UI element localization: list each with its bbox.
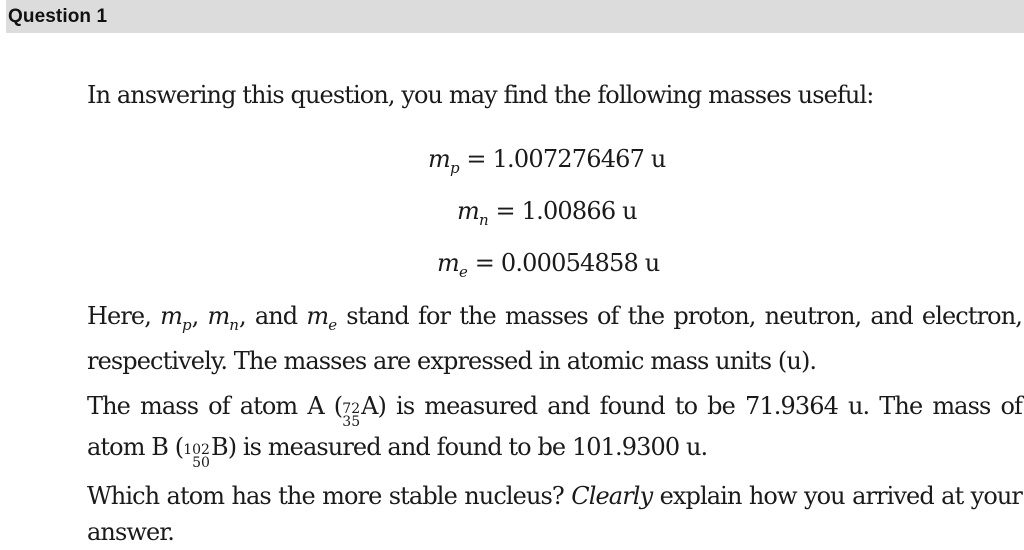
proton-mass-subscript: p — [449, 159, 460, 177]
mn-symbol: m — [207, 302, 230, 330]
proton-mass-symbol: m — [428, 145, 450, 173]
electron-mass-subscript: e — [458, 263, 468, 281]
atom-a-symbol: A — [361, 392, 378, 420]
atom-a-nuclide-numbers — [342, 403, 360, 429]
proton-equals: = — [466, 145, 486, 173]
electron-mass-value: 0.00054858 u — [500, 249, 660, 277]
explanation-suffix: stand for the masses of the proton, neutron, and electron, respectively. The masses are expressed in atomic mass units (u). — [87, 302, 1022, 375]
atom-a-prefix: The mass of atom A ( — [87, 392, 343, 420]
explanation-sep2: , and — [238, 302, 298, 330]
me-subscript: e — [328, 316, 338, 334]
me-symbol: m — [306, 302, 329, 330]
question-title: Question 1 — [8, 5, 108, 27]
atom-a-suffix: ) is measured and found to be 71.9364 u. The mass of atom B ( — [87, 392, 1022, 461]
electron-mass-symbol: m — [437, 249, 459, 277]
mp-subscript: p — [181, 316, 192, 334]
atom-b-atomic-number: 50 — [192, 455, 210, 471]
question-suffix: explain how you arrived at your answer. — [87, 482, 1023, 546]
proton-mass-value: 1.007276467 u — [492, 145, 666, 173]
equation-electron-mass — [437, 249, 659, 281]
neutron-equals: = — [495, 197, 515, 225]
equation-neutron-mass — [457, 197, 637, 229]
neutron-mass-subscript: n — [478, 211, 489, 229]
explanation-prefix: Here, — [87, 302, 151, 330]
atom-a-atomic-number: 35 — [342, 414, 361, 430]
atom-b-symbol: B — [210, 433, 228, 461]
explanation-paragraph — [87, 298, 1022, 379]
mn-subscript: n — [229, 316, 239, 334]
intro-sentence: In answering this question, you may find the following masses useful: — [87, 81, 874, 109]
electron-equals: = — [474, 249, 495, 277]
question-paragraph — [87, 478, 1022, 550]
question-header — [6, 0, 1024, 33]
neutron-mass-value: 1.00866 u — [521, 197, 637, 225]
atom-a-mass-number: 72 — [342, 401, 361, 417]
explanation-sep1: , — [191, 302, 199, 330]
neutron-mass-symbol: m — [457, 197, 479, 225]
question-prefix: Which atom has the more stable nucleus? — [87, 482, 564, 510]
question-emphasis: Clearly — [571, 482, 653, 510]
atom-b-suffix: ) is measured and found to be 101.9300 u. — [227, 433, 708, 461]
equation-proton-mass — [428, 145, 666, 177]
atom-b-mass-number: 102 — [183, 442, 210, 458]
atoms-paragraph — [87, 388, 1022, 470]
intro-text — [87, 77, 1022, 113]
atom-b-nuclide-numbers — [183, 444, 210, 470]
mp-symbol: m — [160, 302, 182, 330]
